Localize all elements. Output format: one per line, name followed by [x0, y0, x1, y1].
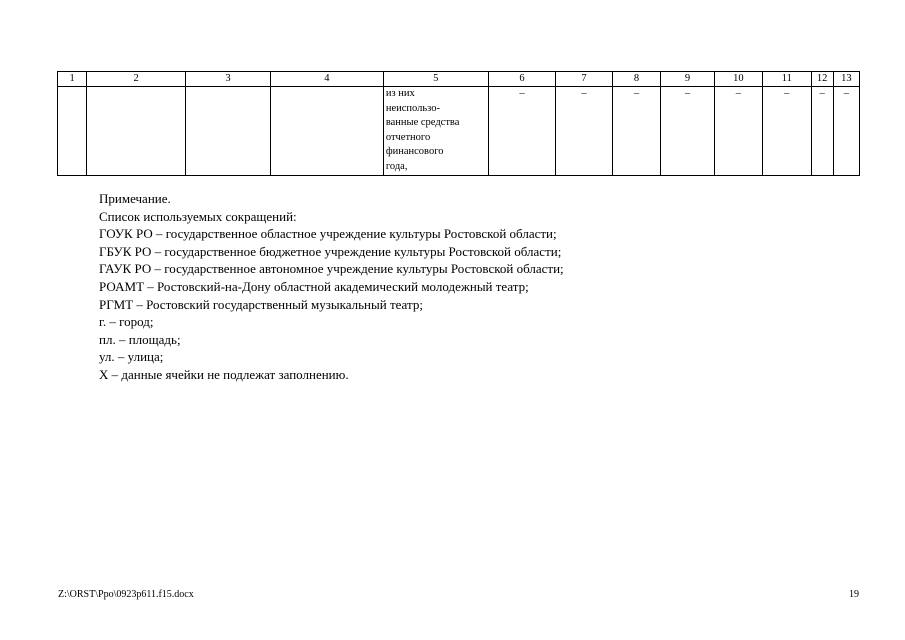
abbreviation-item: ГАУК РО – государственное автономное учреждение культуры Ростовской области; [99, 261, 564, 277]
cell-col-1 [58, 87, 87, 176]
header-cell-10: 10 [714, 72, 762, 87]
description-line: отчетного [385, 131, 431, 143]
header-cell-3: 3 [186, 72, 271, 87]
cell-col-4 [270, 87, 383, 176]
header-cell-6: 6 [488, 72, 556, 87]
abbreviation-item: ГБУК РО – государственное бюджетное учреждение культуры Ростовской области; [99, 243, 562, 259]
abbreviation-item: Х – данные ячейки не подлежат заполнению. [99, 366, 349, 382]
header-row [58, 72, 860, 87]
header-cell-7: 7 [556, 72, 612, 87]
description-line: ванные средства [385, 117, 460, 128]
abbreviation-item: ул. – улица; [99, 349, 164, 365]
cell-col-3 [186, 87, 271, 176]
abbreviation-item: ГОУК РО – государственное областное учреждение культуры Ростовской области; [99, 226, 557, 242]
header-cell-13: 13 [833, 72, 859, 87]
header-cell-11: 11 [763, 72, 811, 87]
header-cell-8: 8 [612, 72, 660, 87]
description-line: года, [385, 160, 408, 172]
abbreviation-item: РГМТ – Ростовский государственный музыкальный театр; [99, 296, 423, 312]
notes-section [99, 190, 819, 384]
cell-col-7: – [556, 87, 612, 176]
cell-col-6: – [488, 87, 556, 176]
abbreviation-item: пл. – площадь; [99, 331, 181, 347]
abbreviation-item: г. – город; [99, 314, 154, 330]
abbreviation-item: РОАМТ – Ростовский-на-Дону областной академический молодежный театр; [99, 278, 529, 294]
cell-col-13: – [833, 87, 859, 176]
data-table [57, 71, 860, 176]
table-row [58, 87, 860, 176]
description-line: финансового [385, 146, 444, 157]
header-cell-9: 9 [661, 72, 714, 87]
cell-col-11: – [763, 87, 811, 176]
cell-col-5-description [383, 87, 488, 176]
notes-subtitle: Список используемых сокращений: [99, 208, 297, 224]
cell-col-10: – [714, 87, 762, 176]
header-cell-1: 1 [58, 72, 87, 87]
header-cell-4: 4 [270, 72, 383, 87]
header-cell-12: 12 [811, 72, 833, 87]
description-line: из них [385, 88, 415, 99]
cell-col-12: – [811, 87, 833, 176]
cell-col-8: – [612, 87, 660, 176]
footer-file-path: Z:\ORST\Ppo\0923p611.f15.docx [58, 589, 194, 600]
description-line: неиспользо- [385, 102, 440, 114]
cell-col-2 [87, 87, 186, 176]
header-cell-2: 2 [87, 72, 186, 87]
footer-page-number: 19 [849, 589, 859, 600]
notes-title: Примечание. [99, 191, 171, 206]
header-cell-5: 5 [383, 72, 488, 87]
cell-col-9: – [661, 87, 714, 176]
